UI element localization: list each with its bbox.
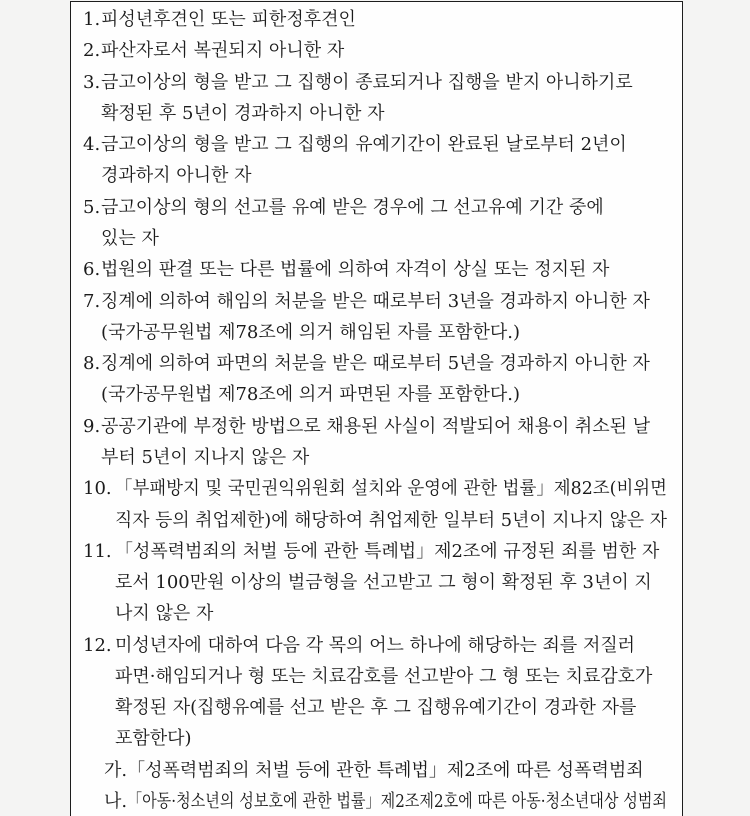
item-line bbox=[101, 254, 668, 285]
sub-item-number: 나. bbox=[104, 791, 128, 813]
item-number: 11. bbox=[83, 540, 112, 562]
document-box bbox=[70, 1, 683, 816]
item-line-text: 확정된 자(집행유예를 선고 받은 후 그 집행유예기간이 경과한 자를 bbox=[115, 697, 637, 719]
item-line-text: 미성년자에 대하여 다음 각 목의 어느 하나에 해당하는 죄를 저질러 bbox=[115, 634, 636, 656]
list-item-3 bbox=[83, 67, 668, 130]
item-line-text: 「성폭력범죄의 처벌 등에 관한 특례법」제2조에 규정된 죄를 범한 자 bbox=[115, 540, 660, 562]
item-text bbox=[101, 348, 668, 411]
item-line bbox=[101, 286, 668, 317]
item-line-text: 확정된 후 5년이 경과하지 아니한 자 bbox=[101, 102, 385, 124]
item-number: 5. bbox=[83, 196, 101, 218]
item-number: 10. bbox=[83, 478, 112, 500]
list-item-1 bbox=[83, 4, 668, 35]
item-line bbox=[115, 473, 668, 504]
item-line-text: 법원의 판결 또는 다른 법률에 의하여 자격이 상실 또는 정지된 자 bbox=[101, 259, 610, 281]
item-line-text: 파산자로서 복권되지 아니한 자 bbox=[101, 40, 345, 62]
item-text bbox=[101, 35, 668, 66]
item-text bbox=[115, 630, 668, 755]
item-line bbox=[101, 35, 668, 66]
item-line-text: 포함한다) bbox=[115, 728, 192, 750]
item-line-text: 징계에 의하여 해임의 처분을 받은 때로부터 3년을 경과하지 아니한 자 bbox=[101, 290, 650, 312]
item-number: 6. bbox=[83, 259, 101, 281]
item-number: 2. bbox=[83, 40, 101, 62]
item-text bbox=[101, 4, 668, 35]
list-item-9 bbox=[83, 411, 668, 474]
item-line bbox=[115, 661, 668, 692]
item-text bbox=[101, 411, 668, 474]
item-line bbox=[115, 505, 668, 536]
item-number: 4. bbox=[83, 134, 101, 156]
item-text bbox=[115, 536, 668, 630]
item-line-text: 금고이상의 형을 받고 그 집행이 종료되거나 집행을 받지 아니하기로 bbox=[101, 71, 633, 93]
sub-item-ga bbox=[104, 755, 668, 786]
item-line bbox=[101, 379, 668, 410]
item-line bbox=[115, 692, 668, 723]
list-item-11 bbox=[83, 536, 668, 630]
list-item-10 bbox=[83, 473, 668, 536]
item-line bbox=[115, 630, 668, 661]
item-number: 8. bbox=[83, 353, 101, 375]
item-line bbox=[101, 192, 668, 223]
list-item-5 bbox=[83, 192, 668, 255]
item-number: 3. bbox=[83, 71, 101, 93]
item-line bbox=[115, 536, 668, 567]
list-item-12 bbox=[83, 630, 668, 755]
item-line-text: 공공기관에 부정한 방법으로 채용된 사실이 적발되어 채용이 취소된 날 bbox=[101, 415, 651, 437]
list-item-2 bbox=[83, 35, 668, 66]
sub-item-line bbox=[127, 755, 668, 786]
item-line bbox=[115, 567, 668, 598]
item-line-text: 금고이상의 형을 받고 그 집행의 유예기간이 완료된 날로부터 2년이 bbox=[101, 134, 627, 156]
item-line bbox=[101, 411, 668, 442]
item-number: 9. bbox=[83, 415, 101, 437]
item-number: 1. bbox=[83, 9, 101, 30]
item-number: 7. bbox=[83, 290, 101, 312]
item-line bbox=[101, 160, 668, 191]
sub-item-line bbox=[127, 786, 668, 816]
item-text bbox=[101, 129, 668, 192]
item-line bbox=[101, 4, 668, 35]
item-line-text: 피성년후견인 또는 피한정후견인 bbox=[101, 9, 356, 30]
item-line-text: (국가공무원법 제78조에 의거 해임된 자를 포함한다.) bbox=[101, 321, 521, 343]
item-line-text: 직자 등의 취업제한)에 해당하여 취업제한 일부터 5년이 지나지 않은 자 bbox=[115, 509, 667, 531]
item-line bbox=[115, 598, 668, 629]
item-line-text: 있는 자 bbox=[101, 227, 159, 249]
list-item-7 bbox=[83, 286, 668, 349]
sub-item-text: 「성폭력범죄의 처벌 등에 관한 특례법」제2조에 따른 성폭력범죄 bbox=[127, 759, 644, 781]
sub-item-number: 가. bbox=[104, 759, 128, 781]
item-line-text: 금고이상의 형의 선고를 유예 받은 경우에 그 선고유예 기간 중에 bbox=[101, 196, 604, 218]
item-line bbox=[101, 67, 668, 98]
item-line-text: 로서 100만원 이상의 벌금형을 선고받고 그 형이 확정된 후 3년이 지 bbox=[115, 572, 652, 594]
list-item-4 bbox=[83, 129, 668, 192]
item-line-text: (국가공무원법 제78조에 의거 파면된 자를 포함한다.) bbox=[101, 384, 521, 406]
list-item-8 bbox=[83, 348, 668, 411]
item-line-text: 징계에 의하여 파면의 처분을 받은 때로부터 5년을 경과하지 아니한 자 bbox=[101, 353, 650, 375]
item-line bbox=[101, 317, 668, 348]
item-line bbox=[115, 723, 668, 754]
item-line-text: 부터 5년이 지나지 않은 자 bbox=[101, 446, 310, 468]
item-line bbox=[101, 348, 668, 379]
item-line bbox=[101, 129, 668, 160]
item-text bbox=[101, 254, 668, 285]
item-line bbox=[101, 98, 668, 129]
item-text bbox=[101, 286, 668, 349]
item-line-text: 경과하지 아니한 자 bbox=[101, 165, 252, 187]
item-line bbox=[101, 442, 668, 473]
sub-item-list bbox=[83, 755, 668, 816]
item-text bbox=[115, 473, 668, 536]
item-line bbox=[101, 223, 668, 254]
list-item-6 bbox=[83, 254, 668, 285]
item-text bbox=[101, 192, 668, 255]
sub-item-text: 「아동·청소년의 성보호에 관한 법률」제2조제2호에 따른 아동·청소년대상 성범죄 bbox=[127, 791, 668, 813]
item-line-text: 파면·해임되거나 형 또는 치료감호를 선고받아 그 형 또는 치료감호가 bbox=[115, 665, 653, 687]
item-line-text: 나지 않은 자 bbox=[115, 603, 214, 625]
item-number: 12. bbox=[83, 634, 112, 656]
item-line-text: 「부패방지 및 국민권익위원회 설치와 운영에 관한 법률」제82조(비위면 bbox=[115, 478, 667, 500]
item-text bbox=[101, 67, 668, 130]
sub-item-na bbox=[104, 786, 668, 816]
